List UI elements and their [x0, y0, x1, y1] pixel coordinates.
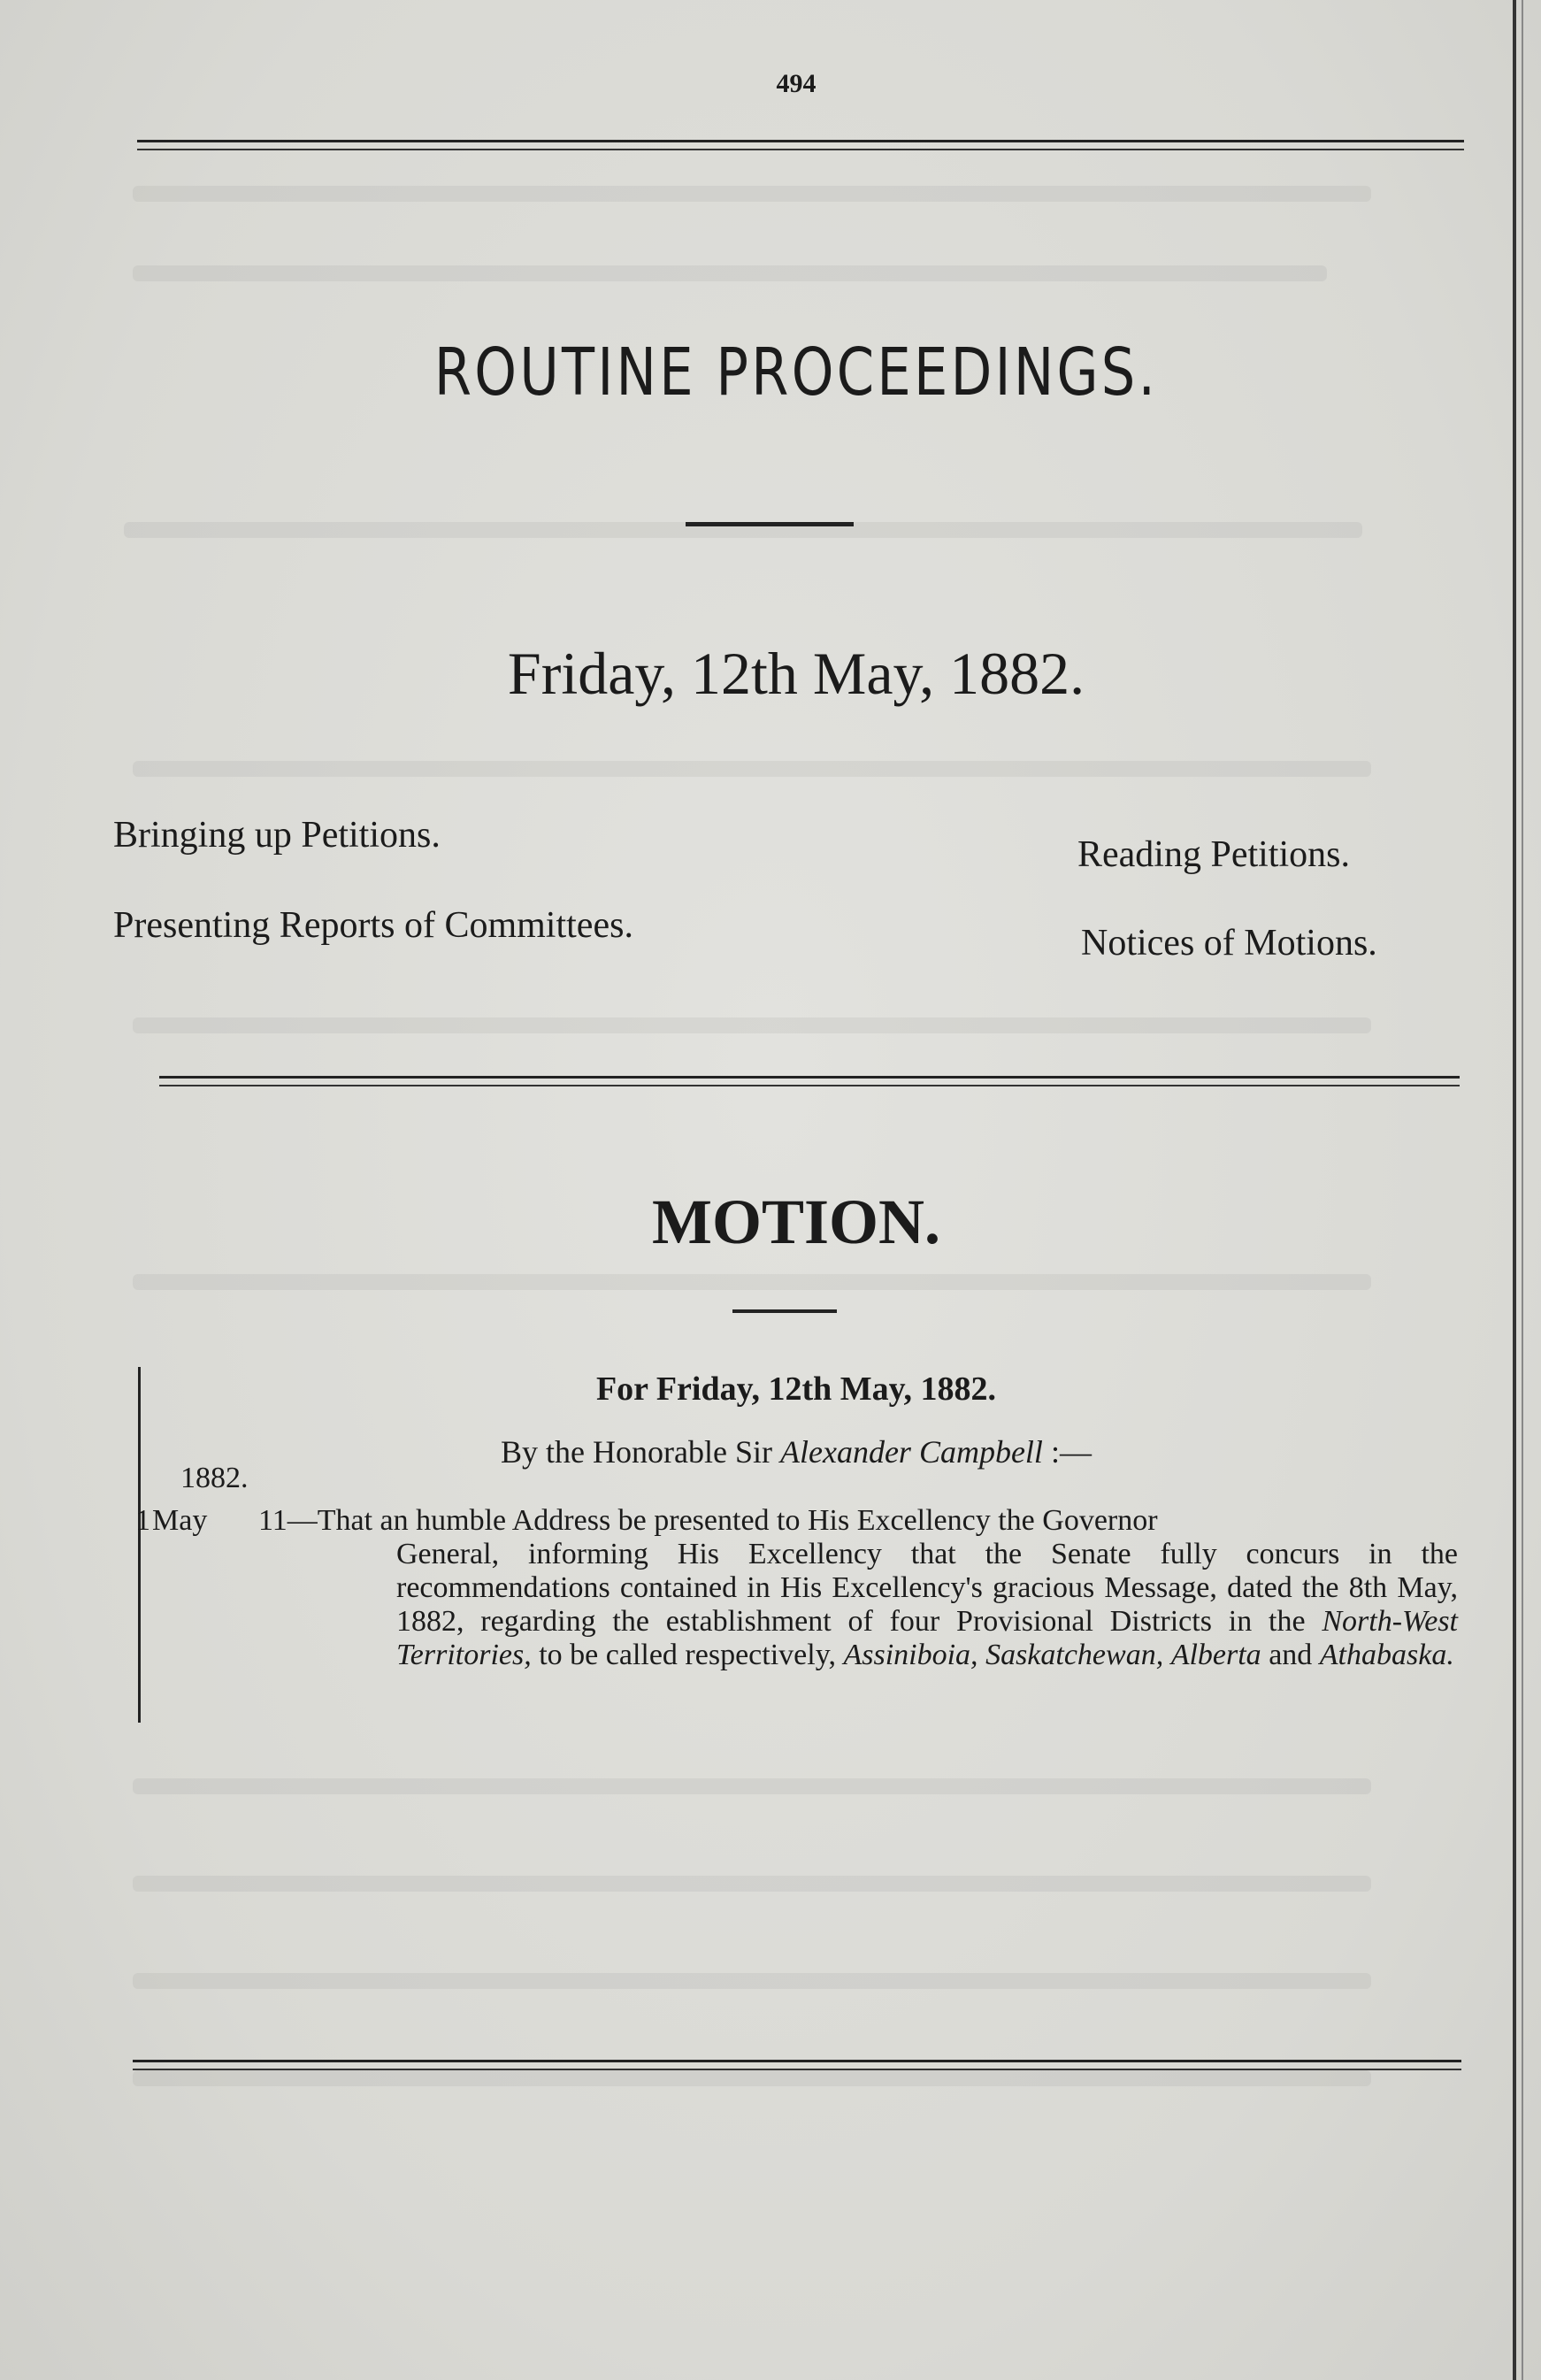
- bleed-through-line: [133, 1973, 1371, 1989]
- mover-name: Alexander Campbell: [780, 1434, 1043, 1470]
- bleed-through-line: [133, 761, 1371, 777]
- middle-double-rule: [159, 1076, 1460, 1079]
- section-title: ROUTINE PROCEEDINGS.: [433, 334, 1159, 411]
- motion-body-part2: to be called respectively,: [539, 1639, 836, 1671]
- motion-body-part1: General, informing His Excellency that the Senate fully concurs in the recommendations contained in His Excellency's gracious Message, dated the 8th May, 1882, regarding the establishment of four Provisional Districts in the: [396, 1538, 1458, 1638]
- bleed-through-line: [133, 1274, 1371, 1290]
- bleed-through-line: [133, 186, 1371, 202]
- by-suffix: :—: [1050, 1434, 1092, 1470]
- bleed-through-line: [133, 1876, 1371, 1892]
- motion-number: 1: [135, 1504, 150, 1537]
- bleed-through-line: [133, 265, 1327, 281]
- routine-item-reading-petitions: Reading Petitions.: [1077, 834, 1350, 875]
- routine-item-presenting-reports: Presenting Reports of Committees.: [113, 905, 633, 946]
- motion-body: [396, 1538, 1458, 1672]
- routine-item-bringing-up-petitions: Bringing up Petitions.: [113, 815, 441, 856]
- motion-margin-rule: [138, 1367, 141, 1723]
- page-number: 494: [776, 69, 816, 98]
- bottom-double-rule: [133, 2060, 1461, 2062]
- territory-name: North-West Territories,: [396, 1605, 1459, 1671]
- motion-separator-rule: [732, 1309, 837, 1313]
- bleed-through-line: [133, 1017, 1371, 1033]
- and-word: and: [1269, 1639, 1313, 1671]
- date-heading: Friday, 12th May, 1882.: [507, 640, 1085, 707]
- motion-month: May: [152, 1504, 208, 1537]
- motion-for-date: For Friday, 12th May, 1882.: [595, 1370, 997, 1408]
- bleed-through-line: [133, 1778, 1371, 1794]
- top-double-rule: [137, 140, 1464, 142]
- by-prefix: By the Honorable Sir: [501, 1434, 772, 1470]
- district-saskatchewan: Saskatchewan,: [985, 1639, 1164, 1671]
- district-assiniboia: Assiniboia,: [843, 1639, 978, 1671]
- district-alberta: Alberta: [1170, 1639, 1261, 1671]
- routine-item-notices-of-motions: Notices of Motions.: [1081, 923, 1377, 964]
- motion-first-line: 11—That an humble Address be presented to His Excellency the Governor: [258, 1504, 1158, 1537]
- motion-year: 1882.: [180, 1462, 249, 1494]
- motion-heading: MOTION.: [651, 1186, 940, 1257]
- bleed-through-line: [133, 2070, 1371, 2086]
- title-separator-rule: [686, 522, 854, 526]
- district-athabaska: Athabaska.: [1319, 1639, 1454, 1671]
